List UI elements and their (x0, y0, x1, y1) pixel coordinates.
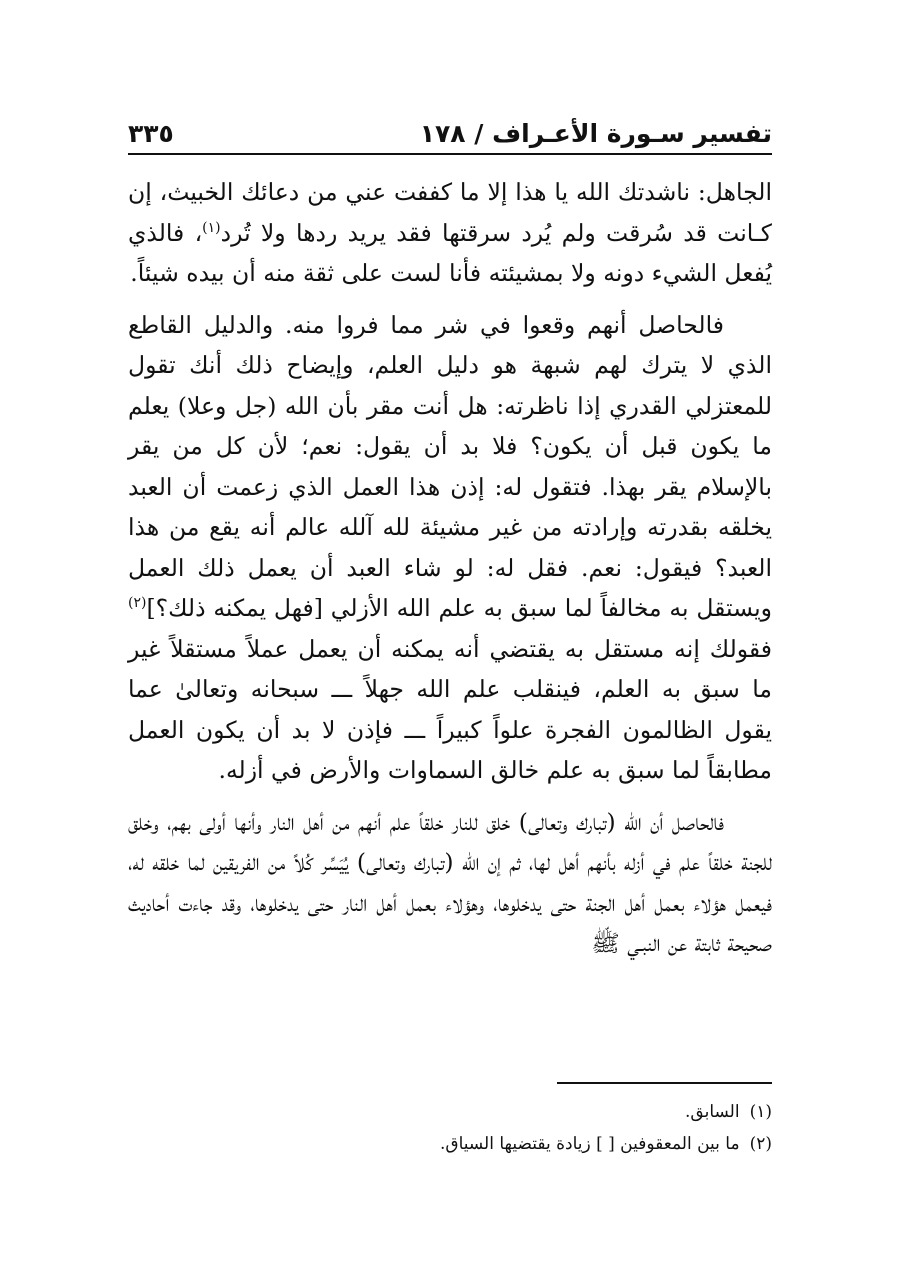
footnote-2-text: ما بين المعقوفين [ ] زيادة يقتضيها السياق. (439, 1134, 740, 1154)
paragraph-2-text-b: فقولك إنه مستقل به يقتضي أنه يمكنه أن يعمل عملاً مستقلاً غير ما سبق به العلم، فينقلب علم الله جهلاً ـــ سبحانه وتعالىٰ عما يقول الظالمون الفجرة علواً كبيراً ـــ فإذن لا بد أن يكون العمل مطابقاً لما سبق به علم خالق السماوات والأرض في أزله. (128, 634, 772, 784)
footnote-ref-2: (٢) (128, 595, 147, 612)
footnotes (128, 1096, 772, 1160)
footnote-ref-1: (١) (202, 219, 221, 236)
header-rule (128, 153, 772, 155)
paragraph-1 (128, 172, 772, 294)
running-title: تفسير سـورة الأعـراف / ١٧٨ (419, 119, 772, 148)
footnote-1-text: السابق. (685, 1102, 740, 1122)
footnote-2-number: (٢) (749, 1134, 772, 1154)
paragraph-2 (128, 305, 772, 791)
paragraph-1-text-a: الجاهل: ناشدتك الله يا هذا إلا ما كففت عني من دعائك الخبيث، إن كـانت قد سُرقت ولم يُرد سرقتها فقد يريد ردها ولا تُرد (128, 178, 772, 247)
footnote-rule (557, 1082, 772, 1084)
footnote-1 (128, 1096, 772, 1128)
page-header (128, 108, 772, 148)
body-text (128, 172, 772, 964)
paragraph-1-text-b: ، فالذي يُفعل الشيء دونه ولا بمشيئته فأنا لست على ثقة منه أن بيده شيئاً. (128, 218, 772, 287)
footnote-1-number: (١) (749, 1102, 772, 1122)
page-number: ٣٣٥ (128, 119, 174, 148)
paragraph-3: فالحاصل أن الله (تبارك وتعالى) خلق للنار خلقاً علم أنهم من أهل النار وأنها أولى بهم، وخلق للجنة خلقاً علم في أزله بأنهم أهل لها، ثم إن الله (تبارك وتعالى) يُيَسِّر كُلاً من الفريقين لما خلقه له، فيعمل هؤلاء بعمل أهل الجنة حتى يدخلوها، وهؤلاء بعمل أهل النار حتى يدخلوها، وقد جاءت أحاديث صحيحة ثابتة عن النبـي ﷺ (128, 807, 772, 957)
footnote-2 (128, 1128, 772, 1160)
paragraph-2-text-a: فالحاصل أنهم وقعوا في شر مما فروا منه. والدليل القاطع الذي لا يترك لهم شبهة هو دليل العلم، وإيضاح ذلك أنك تقول للمعتزلي القدري إذا ناظرته: هل أنت مقر بأن الله (جل وعلا) يعلم ما يكون قبل أن يكون؟ فلا بد أن يقول: نعم؛ لأن كل من يقر بالإسلام يقر بهذا. فتقول له: إذن هذا العمل الذي زعمت أن العبد يخلقه بقدرته وإرادته من غير مشيئة لله آلله عالم أنه يقع من هذا العبد؟ فيقول: نعم. فقل له: لو شاء العبد أن يعمل ذلك العمل ويستقل به مخالفاً لما سبق به علم الله الأزلي [فهل يمكنه ذلك؟] (128, 310, 773, 622)
